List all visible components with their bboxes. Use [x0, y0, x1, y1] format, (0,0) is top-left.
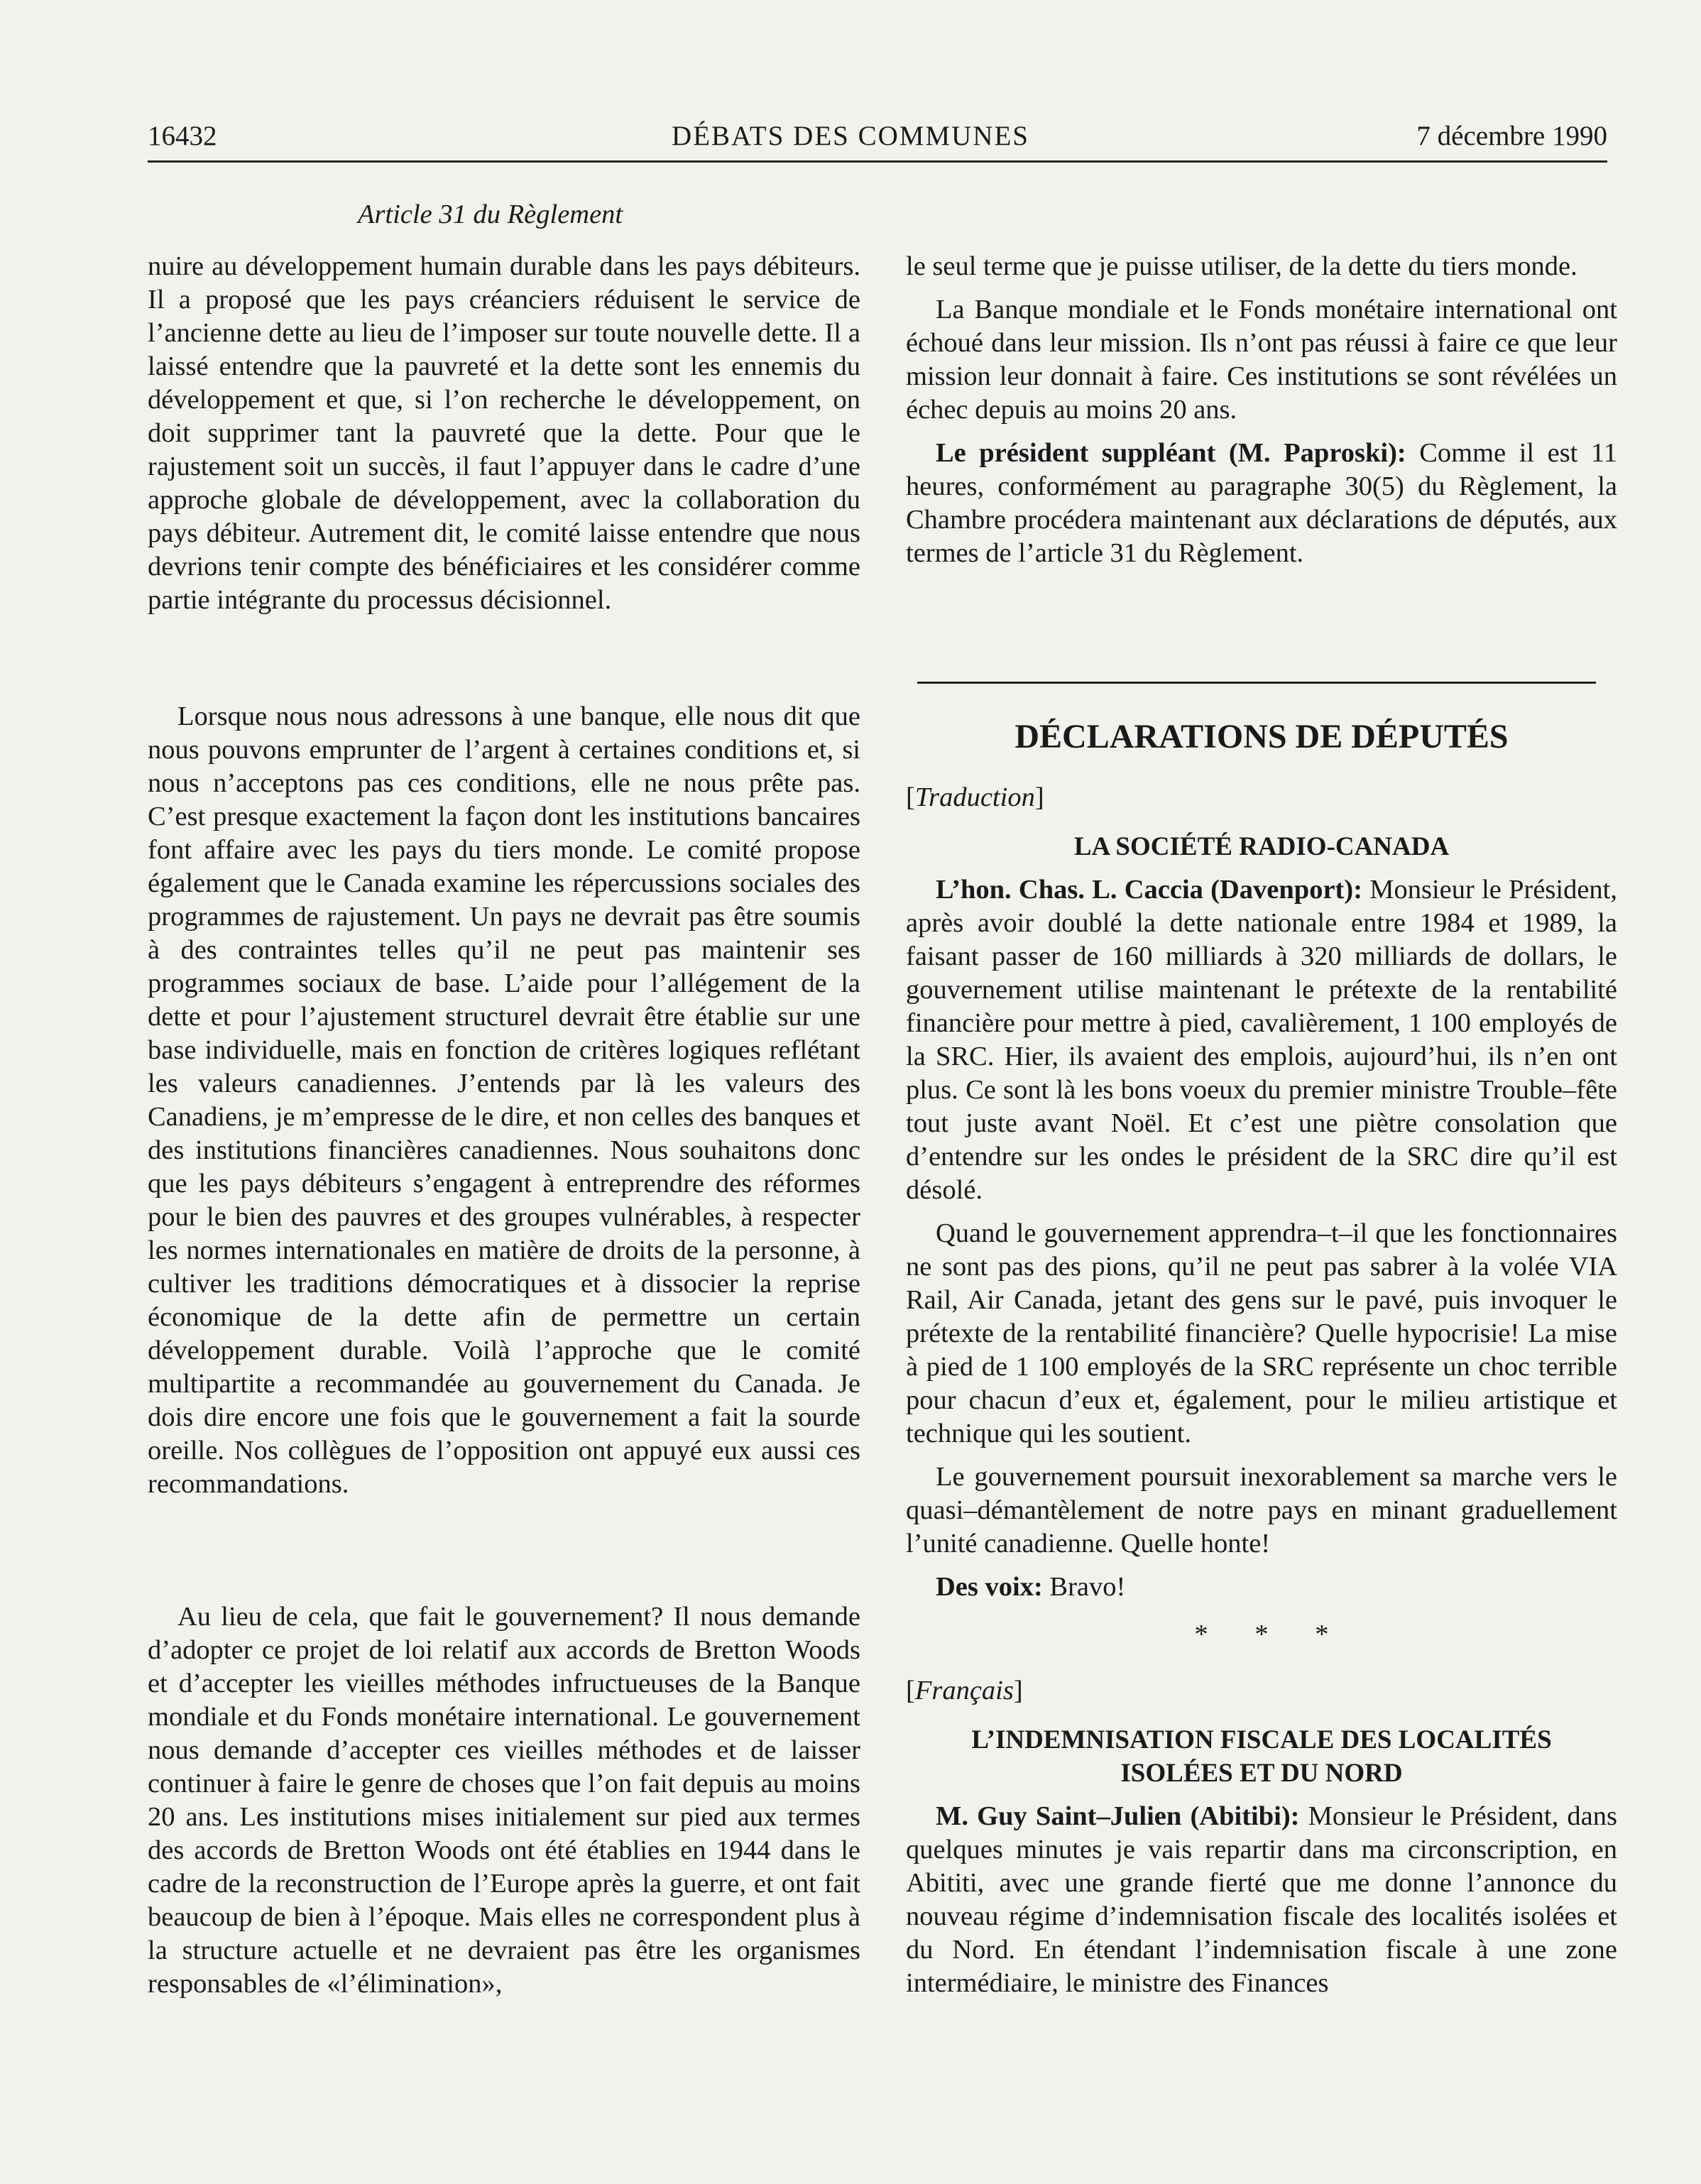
language-note: [Français] [906, 1676, 1023, 1705]
right-column-block-2 [906, 716, 1617, 2000]
speaker-name: M. Guy Saint–Julien (Abitibi): [936, 1801, 1300, 1831]
speaker-paragraph [906, 1800, 1617, 2000]
language-label: Traduction [914, 782, 1035, 812]
section-title: DÉCLARATIONS DE DÉPUTÉS [1014, 718, 1509, 755]
paragraph: Quand le gouvernement apprendra–t–il que les fonctionnaires ne sont pas des pions, qu’il ne peut pas sabrer à la volée VIA Rail, Air Canada, jetant des gens sur le pavé, puis invoquer le prétexte de la rentabilité financière? Quelle hypocrisie! La mise à pied de 1 100 employés de la SRC représente un choc terrible pour chacun d’eux et, également, pour le milieu artistique et technique qui les soutient. [906, 1218, 1617, 1448]
speech-text: Comme il est 11 heures, conformément au paragraphe 30(5) du Règlement, la Chambre procédera maintenant aux déclarations de députés, aux termes de l’article 31 du Règlement. [906, 438, 1617, 568]
paragraph: Au lieu de cela, que fait le gouvernement? Il nous demande d’adopter ce projet de loi relatif aux accords de Bretton Woods et d’accepter les vieilles méthodes infructueuses de la Banque mondiale et du Fonds monétaire international. Le gouvernement nous demande d’accepter ces vieilles méthodes et de laisser continuer à faire le genre de choses que l’on fait depuis au moins 20 ans. Les institutions mises initialement sur pied aux termes des accords de Bretton Woods ont été établies en 1944 dans le cadre de la reconstruction de l’Europe après la guerre, et ont fait beaucoup de bien à l’époque. Mais elles ne correspondent plus à la structure actuelle et ne devraient pas être les organismes responsables de «l’élimination», [148, 1602, 860, 1999]
publication-title: DÉBATS DES COMMUNES [672, 121, 1029, 151]
left-column-block-2 [148, 700, 860, 1501]
speaker-paragraph [906, 437, 1617, 570]
section-separator-stars: * * * [1194, 1620, 1349, 1649]
paragraph: nuire au développement humain durable dans les pays débiteurs. Il a proposé que les pays créanciers réduisent le service de l’ancienne dette au lieu de l’imposer sur toute nouvelle dette. Il a laissé entendre que la pauvreté et la dette sont les ennemis du développement et que, si l’on recherche le développement, on doit supprimer tant la pauvreté que la dette. Pour que le rajustement soit un succès, il faut l’appuyer dans le cadre d’une approche globale de développement, avec la collaboration du pays débiteur. Autrement dit, le comité laisse entendre que nous devrions tenir compte des bénéficiaires et les considérer comme partie intégrante du processus décisionnel. [148, 251, 860, 615]
speaker-name: Des voix: [936, 1572, 1043, 1602]
language-note: [Traduction] [906, 782, 1044, 812]
paragraph: Le gouvernement poursuit inexorablement sa marche vers le quasi–démantèlement de notre pays en minant graduellement l’unité canadienne. Quelle honte! [906, 1462, 1617, 1558]
left-column-block-3 [148, 1600, 860, 2001]
paragraph: La Banque mondiale et le Fonds monétaire international ont échoué dans leur mission. Ils n’ont pas réussi à faire ce que leur mission leur donnait à faire. Ces institutions se sont révélées un échec depuis au moins 20 ans. [906, 295, 1617, 425]
header-rule [148, 160, 1607, 163]
subheading: L’INDEMNISATION FISCALE DES LOCALITÉS ISOLÉES ET DU NORD [971, 1725, 1552, 1788]
language-label: Français [914, 1676, 1014, 1705]
speaker-name: Le président suppléant (M. Paproski): [936, 438, 1406, 468]
left-column-block-1 [148, 250, 860, 617]
paragraph: le seul terme que je puisse utiliser, de la dette du tiers monde. [906, 251, 1577, 281]
speaker-name: L’hon. Chas. L. Caccia (Davenport): [936, 875, 1363, 905]
speaker-paragraph [906, 873, 1617, 1207]
section-kicker: Article 31 du Règlement [358, 200, 623, 229]
paragraph: Lorsque nous nous adressons à une banque, elle nous dit que nous pouvons emprunter de l’argent à certaines conditions et, si nous n’acceptons pas ces conditions, elle ne nous prête pas. C’est presque exactement la façon dont les institutions bancaires font affaire avec les pays du tiers monde. Le comité propose également que le Canada examine les répercussions sociales des programmes de rajustement. Un pays ne devrait pas être soumis à des contraintes telles qu’il ne peut pas maintenir ses programmes sociaux de base. L’aide pour l’allégement de la dette et pour l’ajustement structurel devrait être établie sur une base individuelle, mais en fonction de critères logiques reflétant les valeurs canadiennes. J’entends par là les valeurs des Canadiens, je m’empresse de le dire, et non celles des banques et des institutions financières canadiennes. Nous souhaitons donc que les pays débiteurs s’engagent à entreprendre des réformes pour le bien des pauvres et des groupes vulnérables, à respecter les normes internationales en matière de droits de la personne, à cultiver les traditions démocratiques et à dissocier la reprise économique de la dette afin de permettre un certain développement durable. Voilà l’approche que le comité multipartite a recommandée au gouvernement du Canada. Je dois dire encore une fois que le gouvernement a fait la sourde oreille. Nos collègues de l’opposition ont appuyé eux aussi ces recommandations. [148, 701, 860, 1499]
section-divider [917, 682, 1596, 684]
subheading: LA SOCIÉTÉ RADIO-CANADA [1073, 832, 1450, 861]
page-number: 16432 [148, 121, 217, 151]
speech-text: Monsieur le Président, après avoir doublé la dette nationale entre 1984 et 1989, la faisant passer de 160 milliards à 320 milliards de dollars, le gouvernement utilise maintenant le prétexte de la rentabilité financière pour mettre à pied, cavalièrement, 1 100 employés de la SRC. Hier, ils avaient des emplois, aujourd’hui, ils n’en ont plus. Ce sont là les bons voeux du premier ministre Trouble–fête tout juste avant Noël. Et c’est une piètre consolation que d’entendre sur les ondes le président de la SRC dire qu’il est désolé. [906, 875, 1617, 1205]
speech-text: Monsieur le Président, dans quelques minutes je vais repartir dans ma circonscription, en Abititi, avec une grande fierté que me donne l’annonce du nouveau régime d’indemnisation fiscale des localités isolées et du Nord. En étendant l’indemnisation fiscale à une zone intermédiaire, le ministre des Finances [906, 1801, 1617, 1998]
publication-date: 7 décembre 1990 [1416, 121, 1607, 151]
speech-text: Bravo! [1042, 1572, 1126, 1602]
right-column-block-1 [906, 250, 1617, 570]
speaker-paragraph [906, 1571, 1617, 1604]
